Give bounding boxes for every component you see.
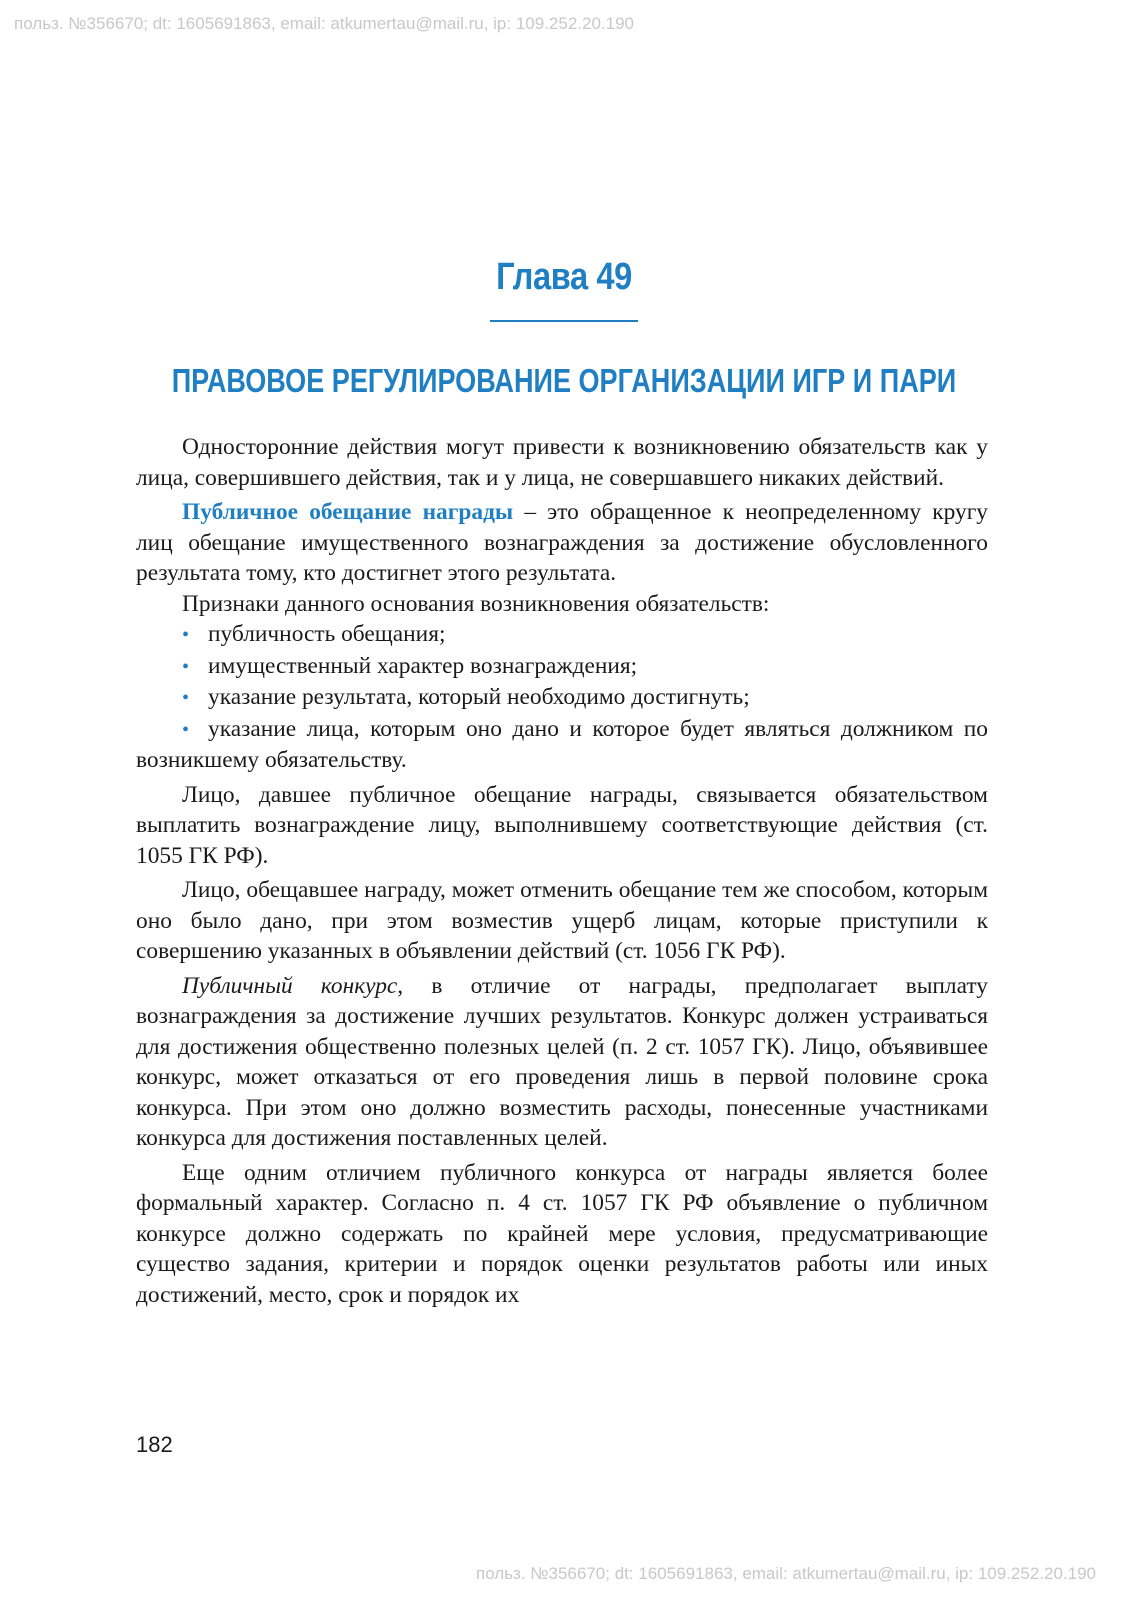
list-item-text: публичность обещания; [208, 621, 446, 647]
list-item [136, 714, 988, 776]
list-item [136, 651, 988, 683]
list-item [136, 619, 988, 651]
chapter-divider [490, 320, 638, 322]
list-item [136, 682, 988, 714]
bullet-icon: • [182, 655, 190, 678]
term-public-contest: Публичный конкурс [182, 972, 398, 999]
list-item-text: указание результата, который необходимо достигнуть; [208, 684, 750, 710]
paragraph-text: , в отличие от награды, предполагает выплату вознаграждения за достижение лучших результатов. Конкурс должен устраиваться для достижения общественно полезных целей (п. 2 ст. 1057 ГК). Лицо, объявившее конкурс, может отказаться от его проведения лишь в первой половине срока конкурса. При этом оно должно возместить расходы, понесенные участниками конкурса для достижения поставленных целей. [136, 972, 988, 1151]
watermark-top: польз. №356670; dt: 1605691863, email: atkumertau@mail.ru, ip: 109.252.20.190 [14, 14, 635, 33]
watermark-bottom: польз. №356670; dt: 1605691863, email: atkumertau@mail.ru, ip: 109.252.20.190 [475, 1564, 1096, 1583]
paragraph-definition [136, 971, 988, 1154]
paragraph-definition [136, 497, 988, 589]
bullet-icon: • [182, 624, 190, 646]
body-text [136, 432, 988, 1310]
bullet-icon: • [182, 687, 190, 709]
paragraph: Односторонние действия могут привести к возникновению обязательств как у лица, совершившего действия, так и у лица, не совершавшего никаких действий. [136, 434, 988, 491]
chapter-label: Глава 49 [496, 256, 632, 298]
paragraph: Еще одним отличием публичного конкурса от награды является более формальный характер. Согласно п. 4 ст. 1057 ГК РФ объявление о публичном конкурсе должно содержать по крайней мере условия, предусматривающие существо задания, критерии и порядок оценки результатов работы или иных достижений, место, срок и порядок их [136, 1159, 988, 1308]
page-number: 182 [136, 1432, 173, 1457]
paragraph: Лицо, обещавшее награду, может отменить обещание тем же способом, которым оно было дано, при этом возместив ущерб лицам, которые приступили к совершению указанных в объявлении действий (ст. 1056 ГК РФ). [136, 877, 988, 964]
list-item-text: имущественный характер вознаграждения; [208, 652, 638, 679]
feature-list [136, 619, 988, 776]
paragraph: Признаки данного основания возникновения обязательств: [182, 590, 770, 617]
chapter-title: ПРАВОВОЕ РЕГУЛИРОВАНИЕ ОРГАНИЗАЦИИ ИГР И ПАРИ [171, 362, 957, 399]
term-public-promise: Публичное обещание награды [182, 499, 514, 525]
list-item-text: указание лица, которым оно дано и которое будет являться должником по возникшему обязательству. [136, 715, 988, 773]
paragraph-text: – это обращенное к неопределенному кругу лиц обещание имущественного вознаграждения за достижение обусловленного результата тому, кто достигнет этого результата. [136, 499, 988, 586]
bullet-icon: • [182, 718, 190, 741]
paragraph: Лицо, давшее публичное обещание награды, связывается обязательством выплатить вознаграждение лицу, выполнившему соответствующие действия (ст. 1055 ГК РФ). [136, 781, 988, 869]
